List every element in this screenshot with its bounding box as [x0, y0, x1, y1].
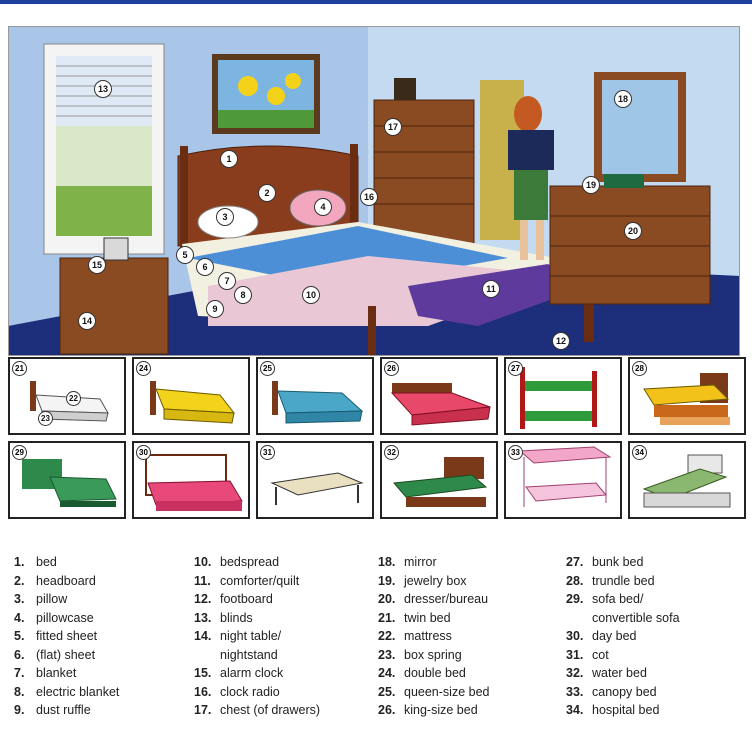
item-label: chest (of drawers) [220, 703, 321, 717]
legend-column-3 [378, 555, 489, 722]
item-number: 24. [378, 666, 396, 680]
item-label: blanket [36, 666, 77, 680]
legend-column-1 [14, 555, 119, 722]
legend-column-4 [566, 555, 680, 722]
callout-17: 17 [384, 118, 402, 136]
legend-item [194, 555, 320, 574]
legend-item [378, 703, 489, 722]
legend-item [566, 574, 680, 593]
item-number: 15. [194, 666, 212, 680]
item-number: 14. [194, 629, 212, 643]
legend-item [566, 685, 680, 704]
tile-number: 34 [632, 445, 647, 460]
callout-5: 5 [176, 246, 194, 264]
legend-item [14, 611, 119, 630]
callout-1: 1 [220, 150, 238, 168]
item-number: 5. [14, 629, 25, 643]
item-number: 29. [566, 592, 584, 606]
legend-item [14, 629, 119, 648]
tile-number: 26 [384, 361, 399, 376]
item-number: 34. [566, 703, 584, 717]
item-label: bunk bed [592, 555, 644, 569]
cot-icon [258, 443, 372, 517]
item-label: bedspread [220, 555, 280, 569]
item-label: night table/ [220, 629, 282, 643]
item-label: dresser/bureau [404, 592, 489, 606]
item-label: queen-size bed [404, 684, 490, 699]
tile-bunk-bed [504, 357, 622, 435]
item-number: 11. [194, 573, 211, 588]
legend-item [194, 611, 320, 630]
tile-double-bed [132, 357, 250, 435]
callout-14: 14 [78, 312, 96, 330]
item-number: 12. [194, 592, 212, 606]
water-bed-icon [382, 443, 496, 517]
item-number: 20. [378, 592, 396, 606]
legend-item [14, 592, 119, 611]
item-label: mirror [404, 555, 437, 569]
legend-item [378, 685, 489, 704]
legend-item [378, 666, 489, 685]
callout-7: 7 [218, 272, 236, 290]
legend-item [14, 648, 119, 667]
item-label: alarm clock [220, 666, 284, 680]
item-label: headboard [36, 573, 96, 588]
item-number: 7. [14, 666, 25, 680]
item-label: cot [592, 647, 609, 662]
item-label: pillowcase [36, 610, 94, 625]
item-label: pillow [36, 592, 68, 606]
item-label: trundle bed [592, 573, 655, 588]
tile-number: 32 [384, 445, 399, 460]
callout-18: 18 [614, 90, 632, 108]
canopy-bed-icon [506, 443, 620, 517]
item-number: 25. [378, 684, 396, 699]
trundle-bed-icon [630, 359, 744, 433]
item-number: 8. [14, 684, 25, 699]
king-size-bed-icon [382, 359, 496, 433]
double-bed-icon [134, 359, 248, 433]
day-bed-icon [134, 443, 248, 517]
item-label: (flat) sheet [36, 647, 96, 662]
item-number: 30. [566, 629, 584, 643]
legend-item [566, 648, 680, 667]
tile-twin-bed [8, 357, 126, 435]
top-rule [0, 0, 752, 4]
legend-item [378, 648, 489, 667]
item-number: 21. [378, 610, 396, 625]
tile-number: 30 [136, 445, 151, 460]
item-number: 10. [194, 555, 212, 569]
tile-number: 24 [136, 361, 151, 376]
item-label: mattress [404, 629, 452, 643]
item-number: 23. [378, 647, 396, 662]
callout-3: 3 [216, 208, 234, 226]
item-label: twin bed [404, 610, 451, 625]
tile-number: 27 [508, 361, 523, 376]
bedroom-scene [8, 26, 740, 356]
legend-item [14, 574, 119, 593]
tile-canopy-bed [504, 441, 622, 519]
legend-item [378, 629, 489, 648]
bunk-bed-icon [506, 359, 620, 433]
item-label: comforter/quilt [220, 573, 300, 588]
legend-item [194, 703, 320, 722]
legend-item [566, 703, 680, 722]
item-number: 4. [14, 610, 25, 625]
legend-item [566, 555, 680, 574]
legend-item [14, 703, 119, 722]
tile-sofa-bed [8, 441, 126, 519]
item-label: jewelry box [404, 573, 467, 588]
item-number: 19. [378, 573, 396, 588]
callout-4: 4 [314, 198, 332, 216]
item-number [194, 648, 220, 667]
legend-item [378, 592, 489, 611]
hospital-bed-icon [630, 443, 744, 517]
item-number: 13. [194, 610, 212, 625]
callout-23: 23 [38, 411, 53, 426]
legend-item [14, 685, 119, 704]
item-number: 16. [194, 684, 212, 699]
item-label: water bed [592, 666, 647, 680]
callout-6: 6 [196, 258, 214, 276]
item-number: 28. [566, 573, 584, 588]
legend-item [566, 611, 680, 630]
legend-item [194, 629, 320, 648]
item-label: nightstand [220, 647, 278, 662]
legend-column-2 [194, 555, 320, 722]
item-number: 18. [378, 555, 396, 569]
item-label: double bed [404, 666, 466, 680]
item-number: 22. [378, 629, 396, 643]
item-number: 1. [14, 555, 25, 569]
item-label: sofa bed/ [592, 592, 644, 606]
bed-types-grid [8, 357, 740, 527]
tile-number: 21 [12, 361, 27, 376]
legend-item [566, 629, 680, 648]
tile-day-bed [132, 441, 250, 519]
legend-item [14, 555, 119, 574]
callout-9: 9 [206, 300, 224, 318]
callout-19: 19 [582, 176, 600, 194]
callout-13: 13 [94, 80, 112, 98]
item-number: 32. [566, 666, 584, 680]
item-label: box spring [404, 647, 462, 662]
callout-22: 22 [66, 391, 81, 406]
item-number: 9. [14, 703, 25, 717]
item-number: 17. [194, 703, 212, 717]
item-label: dust ruffle [36, 703, 91, 717]
tile-water-bed [380, 441, 498, 519]
legend-item [566, 666, 680, 685]
item-label: blinds [220, 610, 253, 625]
item-label: convertible sofa [592, 610, 680, 625]
item-label: fitted sheet [36, 629, 98, 643]
callout-2: 2 [258, 184, 276, 202]
legend-item [378, 574, 489, 593]
tile-king-size-bed [380, 357, 498, 435]
item-label: day bed [592, 629, 637, 643]
item-label: electric blanket [36, 684, 120, 699]
item-number: 27. [566, 555, 584, 569]
vocabulary-legend [14, 555, 744, 725]
item-number: 26. [378, 703, 396, 717]
item-number [566, 611, 592, 630]
sofa-bed-icon [10, 443, 124, 517]
callout-11: 11 [482, 280, 500, 298]
item-number: 6. [14, 647, 25, 662]
legend-item [378, 555, 489, 574]
item-number: 33. [566, 684, 584, 699]
tile-hospital-bed [628, 441, 746, 519]
queen-size-bed-icon [258, 359, 372, 433]
legend-item [378, 611, 489, 630]
legend-item [194, 685, 320, 704]
callout-12: 12 [552, 332, 570, 350]
item-number: 3. [14, 592, 25, 606]
tile-trundle-bed [628, 357, 746, 435]
tile-number: 33 [508, 445, 523, 460]
callout-15: 15 [88, 256, 106, 274]
legend-item [566, 592, 680, 611]
item-label: king-size bed [404, 703, 478, 717]
item-label: footboard [220, 592, 273, 606]
tile-number: 31 [260, 445, 275, 460]
legend-item [194, 666, 320, 685]
item-label: hospital bed [592, 703, 660, 717]
callout-8: 8 [234, 286, 252, 304]
legend-item [194, 574, 320, 593]
tile-number: 29 [12, 445, 27, 460]
legend-item [194, 592, 320, 611]
callout-20: 20 [624, 222, 642, 240]
item-label: canopy bed [592, 684, 657, 699]
item-number: 31. [566, 647, 584, 662]
tile-number: 28 [632, 361, 647, 376]
legend-item [194, 648, 320, 667]
legend-item [14, 666, 119, 685]
tile-cot [256, 441, 374, 519]
callout-16: 16 [360, 188, 378, 206]
tile-queen-size-bed [256, 357, 374, 435]
item-number: 2. [14, 573, 25, 588]
tile-number: 25 [260, 361, 275, 376]
item-label: bed [36, 555, 57, 569]
item-label: clock radio [220, 684, 280, 699]
callout-10: 10 [302, 286, 320, 304]
